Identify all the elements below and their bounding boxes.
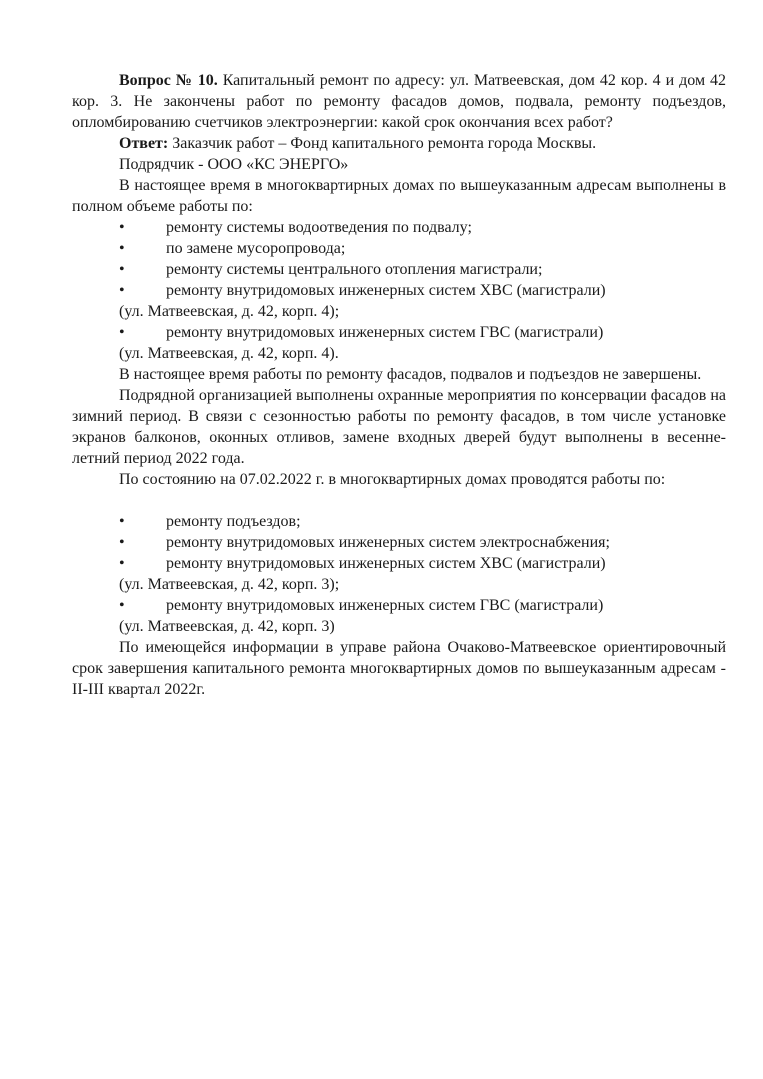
list-item: [72, 532, 726, 553]
list-item: [72, 322, 726, 343]
list-item: [72, 595, 726, 616]
answer-text: Заказчик работ – Фонд капитального ремонта города Москвы.: [168, 135, 597, 152]
list-item-text: ремонту подъездов;: [166, 513, 301, 530]
list-item-text: ремонту внутридомовых инженерных систем ГВС (магистрали): [166, 324, 604, 341]
list-item: [72, 259, 726, 280]
answer-label: Ответ:: [119, 135, 169, 152]
bullet-icon: •: [119, 513, 125, 530]
bullet-icon: •: [119, 219, 125, 236]
list-item: [72, 238, 726, 259]
bullet-icon: •: [119, 282, 125, 299]
address-note: (ул. Матвеевская, д. 42, корп. 3);: [119, 576, 340, 593]
list-item-text: ремонту внутридомовых инженерных систем ХВС (магистрали): [166, 282, 606, 299]
question-text: Капитальный ремонт по адресу: ул. Матвеевская, дом 42 кор. 4 и дом 42 кор. 3. Не закончены работ по ремонту фасадов домов, подвала, ремонту подъездов, опломбированию счетчиков электроэнергии: какой срок окончания всех работ?: [72, 72, 727, 131]
question-paragraph: [72, 70, 726, 133]
list-item: [72, 511, 726, 532]
question-label: Вопрос № 10.: [119, 72, 218, 89]
conservation-paragraph: Подрядной организацией выполнены охранные мероприятия по консервации фасадов на зимний период. В связи с сезонностью работы по ремонту фасадов, в том числе установке экранов балконов, оконных отливов, замене входных дверей будут выполнены в весенне-летний период 2022 года.: [72, 387, 726, 467]
bullet-icon: •: [119, 534, 125, 551]
document-body: [72, 70, 726, 700]
completed-intro: В настоящее время в многоквартирных домах по вышеуказанным адресам выполнены в полном объеме работы по:: [72, 177, 726, 215]
bullet-icon: •: [119, 555, 125, 572]
list-item: [72, 280, 726, 301]
bullet-icon: •: [119, 597, 125, 614]
ongoing-intro: По состоянию на 07.02.2022 г. в многоквартирных домах проводятся работы по:: [119, 471, 666, 488]
address-note: (ул. Матвеевская, д. 42, корп. 3): [119, 618, 335, 635]
address-note: (ул. Матвеевская, д. 42, корп. 4).: [119, 345, 339, 362]
list-item: [72, 217, 726, 238]
list-item-text: ремонту системы водоотведения по подвалу;: [166, 219, 472, 236]
list-item-text: ремонту внутридомовых инженерных систем электроснабжения;: [166, 534, 610, 551]
list-item: [72, 553, 726, 574]
answer-paragraph: [72, 133, 726, 154]
contractor-line: Подрядчик - ООО «КС ЭНЕРГО»: [119, 156, 349, 173]
blank-line: [72, 490, 726, 511]
list-item-text: по замене мусоропровода;: [166, 240, 346, 257]
list-item-text: ремонту системы центрального отопления магистрали;: [166, 261, 543, 278]
list-item-text: ремонту внутридомовых инженерных систем ХВС (магистрали): [166, 555, 606, 572]
address-note: (ул. Матвеевская, д. 42, корп. 4);: [119, 303, 340, 320]
list-item-text: ремонту внутридомовых инженерных систем ГВС (магистрали): [166, 597, 604, 614]
not-completed-paragraph: В настоящее время работы по ремонту фасадов, подвалов и подъездов не завершены.: [119, 366, 702, 383]
bullet-icon: •: [119, 261, 125, 278]
conclusion-paragraph: По имеющейся информации в управе района Очаково-Матвеевское ориентировочный срок завершения капитального ремонта многоквартирных домов по вышеуказанным адресам - II-III квартал 2022г.: [72, 639, 726, 698]
bullet-icon: •: [119, 324, 125, 341]
bullet-icon: •: [119, 240, 125, 257]
